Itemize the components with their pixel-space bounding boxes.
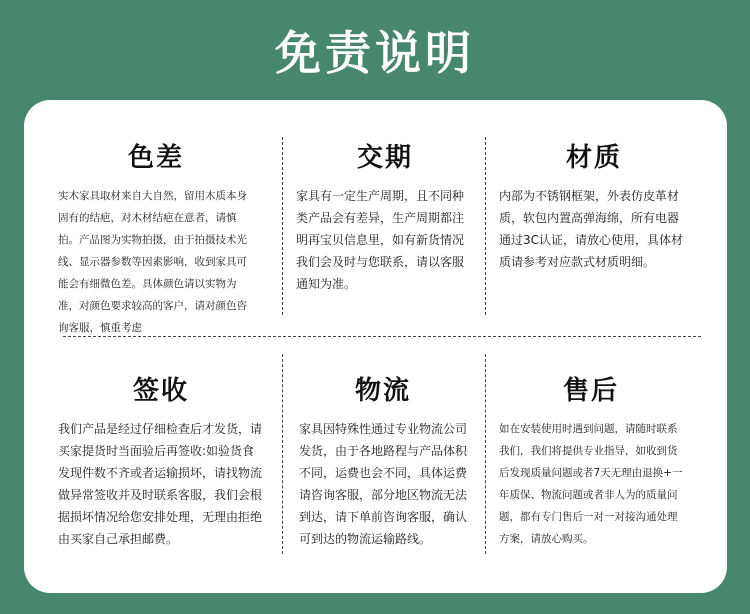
section-logistics <box>299 372 467 550</box>
section-text: 我们产品是经过仔细检查后才发货，请买家提货时当面验后再签收:如验货食发现件数不齐或者运输损坏，请找物流做异常签收并及时联系客服，我们会根据损坏情况给您安排处理，无理由拒绝由买家自己承担邮费。 <box>58 422 263 546</box>
section-after-sales <box>499 372 683 550</box>
section-receipt <box>58 372 264 550</box>
section-title: 物流 <box>354 376 411 406</box>
section-title: 签收 <box>132 376 189 406</box>
disclaimer-card <box>24 100 727 593</box>
column-divider-right-top <box>485 137 486 315</box>
section-text: 家具有一定生产周期，且不同种类产品会有差异，生产周期都注明再宝贝信息里，如有新货情况我们会及时与您联系，请以客服通知为准。 <box>296 189 465 291</box>
section-title: 色差 <box>127 143 184 173</box>
section-title: 交期 <box>356 143 413 173</box>
section-title: 售后 <box>562 376 619 406</box>
section-delivery-time <box>296 139 474 295</box>
column-divider-left-top <box>282 137 283 315</box>
column-divider-left-bottom <box>282 354 283 554</box>
section-color-difference <box>58 139 254 339</box>
section-text: 如在安装使用时遇到问题，请随时联系我们，我们将提供专业指导，如收到货后发现质量问题或者7天无理由退换+一年质保、物流问题或者非人为的质量问题，都有专门售后一对一对接沟通处理方案，请放心购买。 <box>499 423 683 545</box>
column-divider-right-bottom <box>485 354 486 554</box>
section-material <box>499 139 689 273</box>
section-text: 家具因特殊性通过专业物流公司发货，由于各地路程与产品体积不同，运费也会不同，具体运费请咨询客服，部分地区物流无法到达，请下单前咨询客服，确认可到达的物流运输路线。 <box>299 422 468 546</box>
page-title: 免责说明 <box>275 26 475 80</box>
section-title: 材质 <box>565 143 622 173</box>
section-text: 内部为不锈钢框架，外表仿皮革材质，软包内置高弹海绵，所有电器通过3C认证，请放心使用，具体材质请参考对应款式材质明细。 <box>499 189 684 269</box>
section-text: 实木家具取材来自大自然，留用木质本身固有的结疤，对木材结疤在意者，请慎拍。产品图为实物拍摄，由于拍摄技术光线、显示器参数等因素影响，收到家具可能会有细微色差。具体颜色请以实物为准，对颜色要求较高的客户，请对颜色咨询客服，慎重考虑 <box>58 190 247 334</box>
